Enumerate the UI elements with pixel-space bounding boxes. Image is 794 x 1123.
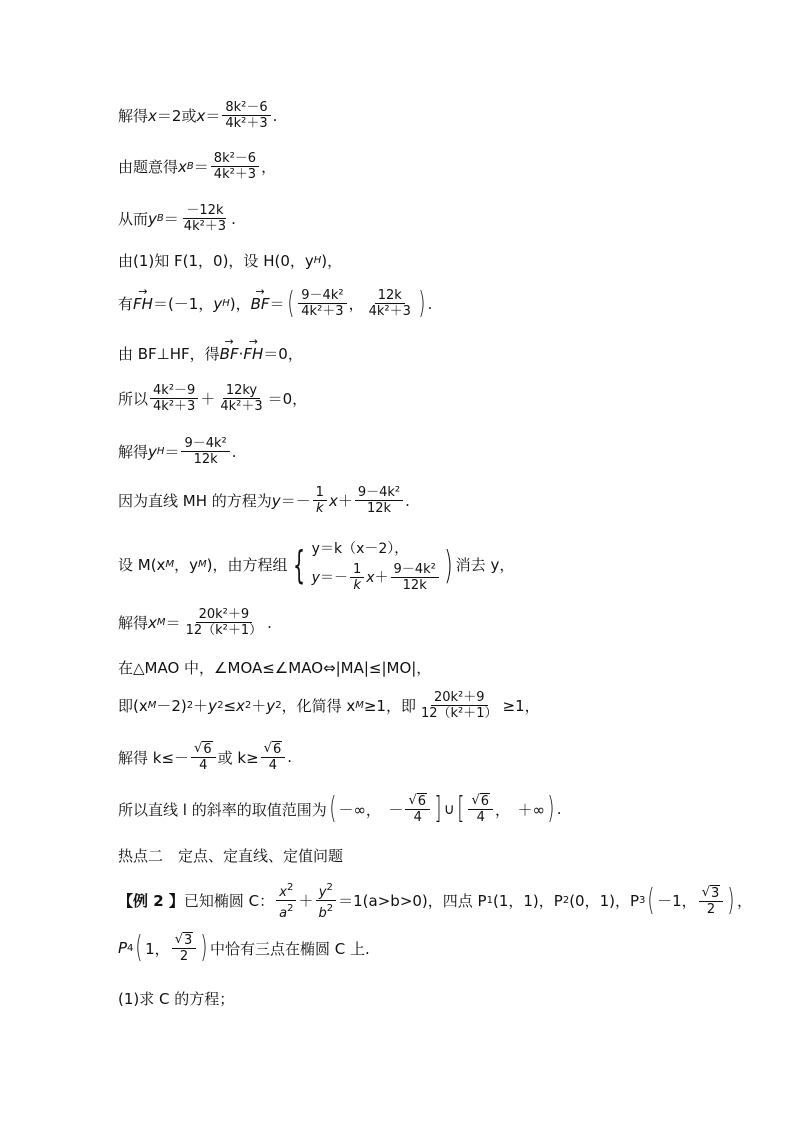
fraction: $\frac{\text{8k²－6}}{\text{4k²＋3}}$ bbox=[222, 100, 270, 131]
line-yH: 解得 y H ＝ $\frac{\text{9－4k²}}{12k}$ . bbox=[118, 436, 237, 467]
fraction: $\frac{-12k}{\text{4k²＋3}}$ bbox=[183, 203, 227, 234]
line-MH: 因为直线 MH 的方程为 y ＝－ $\frac{1}{k}$ x ＋ $\frac{\text{9－4k²}}{12k}$ . bbox=[118, 485, 410, 516]
equation-system: y＝k（x－2）， y ＝－ $\frac{1}{k}$ x ＋ $\frac{\text{9－4k²}}{12k}$ bbox=[312, 536, 441, 593]
line-example-2: 【例 2 】 已知椭圆 C： $\frac{x^2}{a^2}$ ＋ $\frac{y^2}{b^2}$ ＝1(a>b>0)，四点 P 1 (1，1)，P 2 (0，1)，P 3 ( －1， √ 3 2 ) ， bbox=[118, 882, 752, 921]
line-simplify: 即(x M －2) 2 ＋ y 2 ≤ x 2 ＋ y 2 ，化简得 x M ≥1，即 $\frac{\text{20k²＋9}}{\text{12（k²＋1）}}$ ≥1， bbox=[118, 690, 540, 721]
line-P4: P 4 ( 1， √ 3 2 ) 中恰有三点在椭圆 C 上. bbox=[118, 930, 370, 965]
line-set-H: 由(1)知 F(1，0)，设 H(0，y H )， bbox=[118, 252, 343, 270]
line-vectors: 有 → FH ＝(－1， y H )， → BF ＝ ( $\frac{\text{9－4k²}}{\text{4k²＋3}}$ ， $\frac{12k}{\text{4k²＋3}}$ ) . bbox=[118, 288, 432, 319]
section-heading: 热点二 定点、定直线、定值问题 bbox=[118, 847, 344, 865]
line-perp: 由 BF⊥HF，得 → BF · → FH ＝0， bbox=[118, 343, 303, 364]
line-question-1: (1)求 C 的方程； bbox=[118, 990, 235, 1008]
fraction: $\frac{\text{8k²－6}}{\text{4k²＋3}}$ bbox=[211, 151, 259, 182]
text: 解得 bbox=[118, 107, 149, 125]
line-triangle: 在△MAO 中，∠MOA≤∠MAO⇔|MA|≤|MO|， bbox=[118, 659, 432, 677]
line-xM: 解得 x M ＝ $\frac{\text{20k²＋9}}{\text{12（k²＋1）}}$ . bbox=[118, 607, 272, 638]
line-slope-range: 所以直线 l 的斜率的取值范围为 ( －∞， － √ 6 4 ] ∪ [ √ 6 4 ， ＋∞ ) . bbox=[118, 791, 562, 826]
line-solve-x: 解得 x ＝2 或 x ＝ $\frac{\text{8k²－6}}{\text{4k²＋3}}$ . bbox=[118, 100, 278, 131]
line-equation: 所以 $\frac{\text{4k²－9}}{\text{4k²＋3}}$ ＋ $\frac{12ky}{\text{4k²＋3}}$ ＝0， bbox=[118, 383, 308, 414]
example-label: 【例 2 】 bbox=[118, 892, 184, 910]
line-k-range: 解得 k≤－ √ 6 4 或 k≥ √ 6 4 . bbox=[118, 741, 292, 773]
line-system: 设 M(x M ，y M )，由方程组 { y＝k（x－2）， y ＝－ $\frac{1}{k}$ x ＋ $\frac{\text{9－4k²}}{12k}$ ) 消去 y， bbox=[118, 536, 514, 593]
line-xB: 由题意得 x B ＝ $\frac{\text{8k²－6}}{\text{4k²＋3}}$ ， bbox=[118, 151, 277, 182]
line-yB: 从而 y B ＝ $\frac{-12k}{\text{4k²＋3}}$ . bbox=[118, 203, 236, 234]
